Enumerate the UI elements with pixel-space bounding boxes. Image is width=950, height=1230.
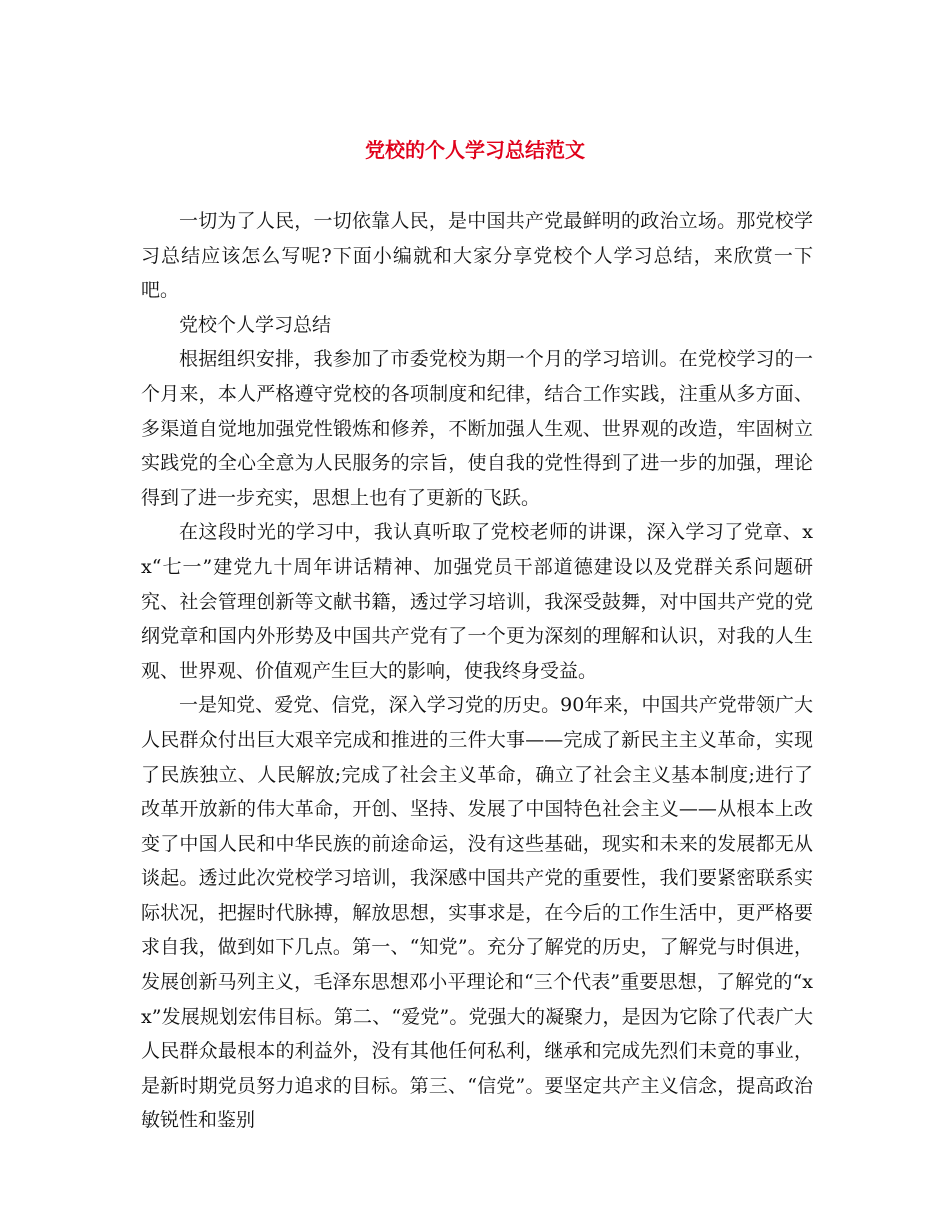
body-paragraph-1: 根据组织安排，我参加了市委党校为期一个月的学习培训。在党校学习的一个月来，本人严格遵守党校的各项制度和纪律，结合工作实践，注重从多方面、多渠道自觉地加强党性锻炼和修养，不断加强人生观、世界观的改造，牢固树立实践党的全心全意为人民服务的宗旨，使自我的党性得到了进一步的加强，理论得到了进一步充实，思想上也有了更新的飞跃。 [141,348,813,509]
document-body [141,204,813,1138]
document-title: 党校的个人学习总结范文 [365,138,585,162]
body-paragraph-2: 在这段时光的学习中，我认真听取了党校老师的讲课，深入学习了党章、xx“七一”建党九十周年讲话精神、加强党员干部道德建设以及党群关系问题研究、社会管理创新等文献书籍，透过学习培训，我深受鼓舞，对中国共产党的党纲党章和国内外形势及中国共产党有了一个更为深刻的理解和认识，对我的人生观、世界观、价值观产生巨大的影响，使我终身受益。 [141,521,813,682]
body-paragraph-3: 一是知党、爱党、信党，深入学习党的历史。90年来，中国共产党带领广大人民群众付出巨大艰辛完成和推进的三件大事——完成了新民主主义革命，实现了民族独立、人民解放;完成了社会主义革命，确立了社会主义基本制度;进行了改革开放新的伟大革命，开创、坚持、发展了中国特色社会主义——从根本上改变了中国人民和中华民族的前途命运，没有这些基础，现实和未来的发展都无从谈起。透过此次党校学习培训，我深感中国共产党的重要性，我们要紧密联系实际状况，把握时代脉搏，解放思想，实事求是，在今后的工作生活中，更严格要求自我，做到如下几点。第一、“知党”。充分了解党的历史，了解党与时俱进，发展创新马列主义，毛泽东思想邓小平理论和“三个代表”重要思想，了解党的“xx”发展规划宏伟目标。第二、“爱党”。党强大的凝聚力，是因为它除了代表广大人民群众最根本的利益外，没有其他任何私利，继承和完成先烈们未竟的事业，是新时期党员努力追求的目标。第三、“信党”。要坚定共产主义信念，提高政治敏锐性和鉴别 [141,694,813,1132]
section-heading: 党校个人学习总结 [179,313,332,336]
intro-paragraph: 一切为了人民，一切依靠人民，是中国共产党最鲜明的政治立场。那党校学习总结应该怎么写呢?下面小编就和大家分享党校个人学习总结，来欣赏一下吧。 [141,210,813,302]
